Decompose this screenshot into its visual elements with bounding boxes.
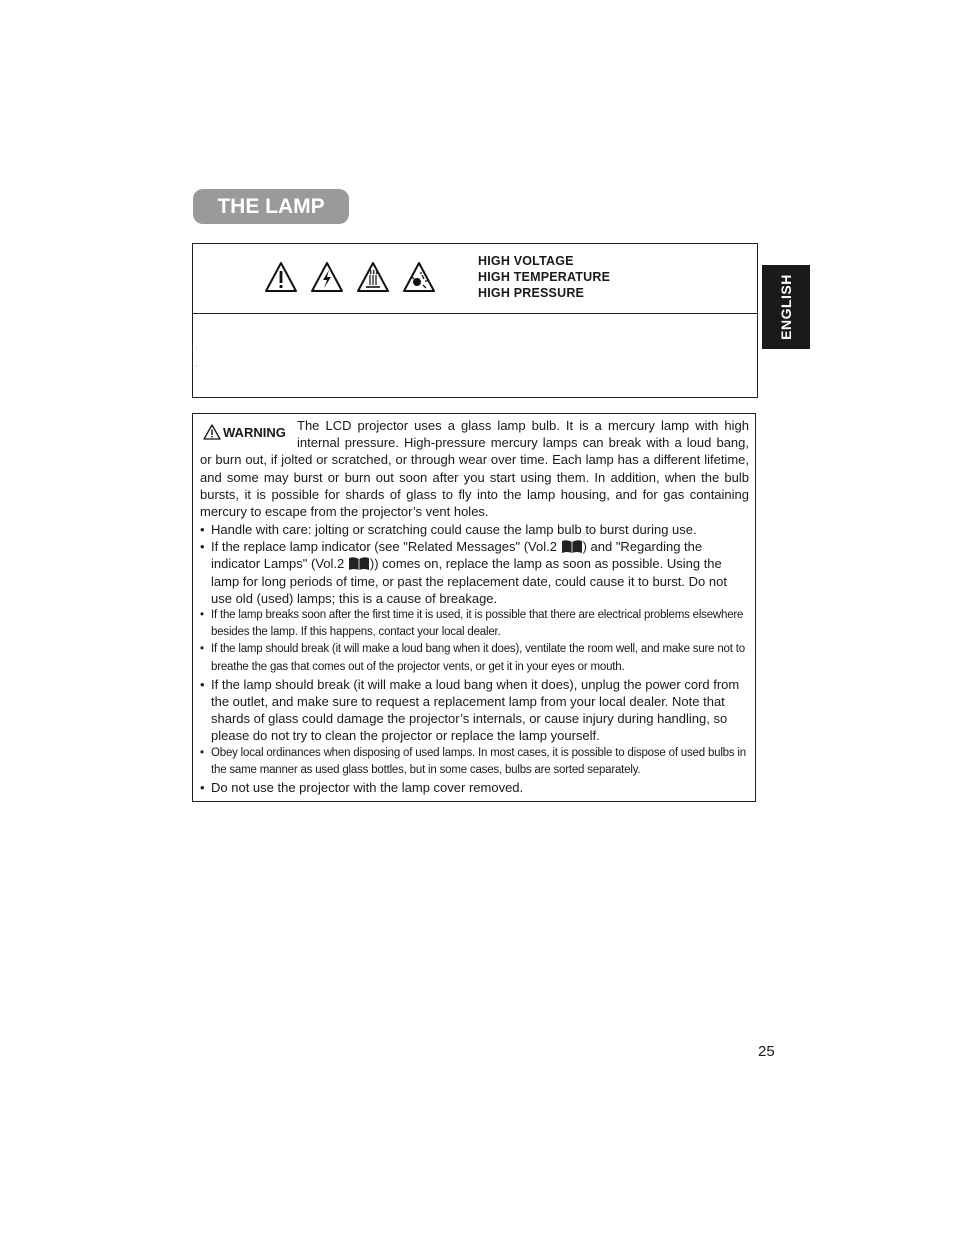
manual-book-icon (348, 556, 370, 571)
warning-bullet-text: Do not use the projector with the lamp cover removed. (211, 780, 524, 796)
faint-mark: , (196, 362, 198, 368)
hazard-box (192, 243, 758, 398)
warning-bullet-list (200, 521, 749, 796)
hazard-label-voltage: HIGH VOLTAGE (478, 254, 574, 268)
warning-bullet-text: If the lamp should break (it will make a loud bang when it does), unplug the power cord from the outlet, and make sure to request a replacement lamp from your local dealer. Note that shards of glass could damage the projector’s internals, or cause injury during handling, so please do not try to clean the projector or replace the lamp yourself. (211, 676, 740, 744)
hazard-label-temperature: HIGH TEMPERATURE (478, 270, 611, 284)
warning-intro (200, 417, 749, 520)
warning-bullet (200, 607, 749, 641)
manual-book-icon (561, 539, 583, 554)
warning-bullet (200, 745, 749, 779)
warning-bullet-text: If the lamp breaks soon after the first time it is used, it is possible that there are electrical problems elsewhere besides the lamp. If this happens, contact your local dealer. (211, 609, 744, 639)
warning-bullet (200, 641, 749, 675)
language-label: ENGLISH (778, 274, 795, 340)
faint-mark: . (196, 344, 198, 350)
warning-bullet-text: )) comes on, replace the lamp as soon as possible. Using the lamp for long periods of time, or past the replacement date, could cause it to burst. Do not use old (used) lamps; this is a cause of breakage. (211, 556, 727, 606)
warning-bullet (200, 676, 749, 745)
warning-bullet-text: Obey local ordinances when disposing of used lamps. In most cases, it is possible to dispose of used bulbs in the same manner as used glass bottles, but in some cases, bulbs are sorted separately. (211, 746, 746, 776)
explosion-icon (402, 261, 436, 293)
page-title: THE LAMP (193, 189, 349, 224)
warning-bullet (200, 521, 749, 538)
page-number: 25 (758, 1043, 775, 1060)
warning-bullet-text: Handle with care: jolting or scratching could cause the lamp bulb to burst during use. (211, 522, 697, 537)
warning-intro-text: The LCD projector uses a glass lamp bulb. It is a mercury lamp with high internal pressure. High-pressure mercury lamps can break with a loud bang, or burn out, if jolted or scratched, or through wear over time. Each lamp has a different lifetime, and some may burst or burn out soon after you start using them. In addition, when the bulb bursts, it is possible for shards of glass to fly into the lamp housing, and for gas containing mercury to escape from the projector’s vent holes. (200, 418, 749, 520)
hazard-label-pressure: HIGH PRESSURE (478, 286, 585, 300)
high-temperature-icon (356, 261, 390, 293)
warning-bullet-text: If the replace lamp indicator (see "Related Messages" (Vol.2 (211, 539, 561, 555)
hazard-labels (478, 253, 610, 301)
hazard-body (193, 314, 757, 397)
caution-triangle-icon (264, 261, 298, 293)
warning-label-text: WARNING (223, 424, 286, 440)
warning-bullet-text: ) and "Regarding the indicator Lamps" (Vol.2 (211, 539, 703, 572)
language-tab (762, 265, 810, 349)
hazard-icons (264, 261, 436, 293)
warning-box (192, 413, 756, 802)
warning-bullet (200, 779, 749, 796)
warning-bullet-text: If the lamp should break (it will make a loud bang when it does), ventilate the room well, and make sure not to breathe the gas that comes out of the projector vents, or get it in your eyes or mouth. (211, 643, 745, 673)
hazard-header (193, 244, 757, 314)
warning-bullet (200, 538, 749, 607)
high-voltage-icon (310, 261, 344, 293)
